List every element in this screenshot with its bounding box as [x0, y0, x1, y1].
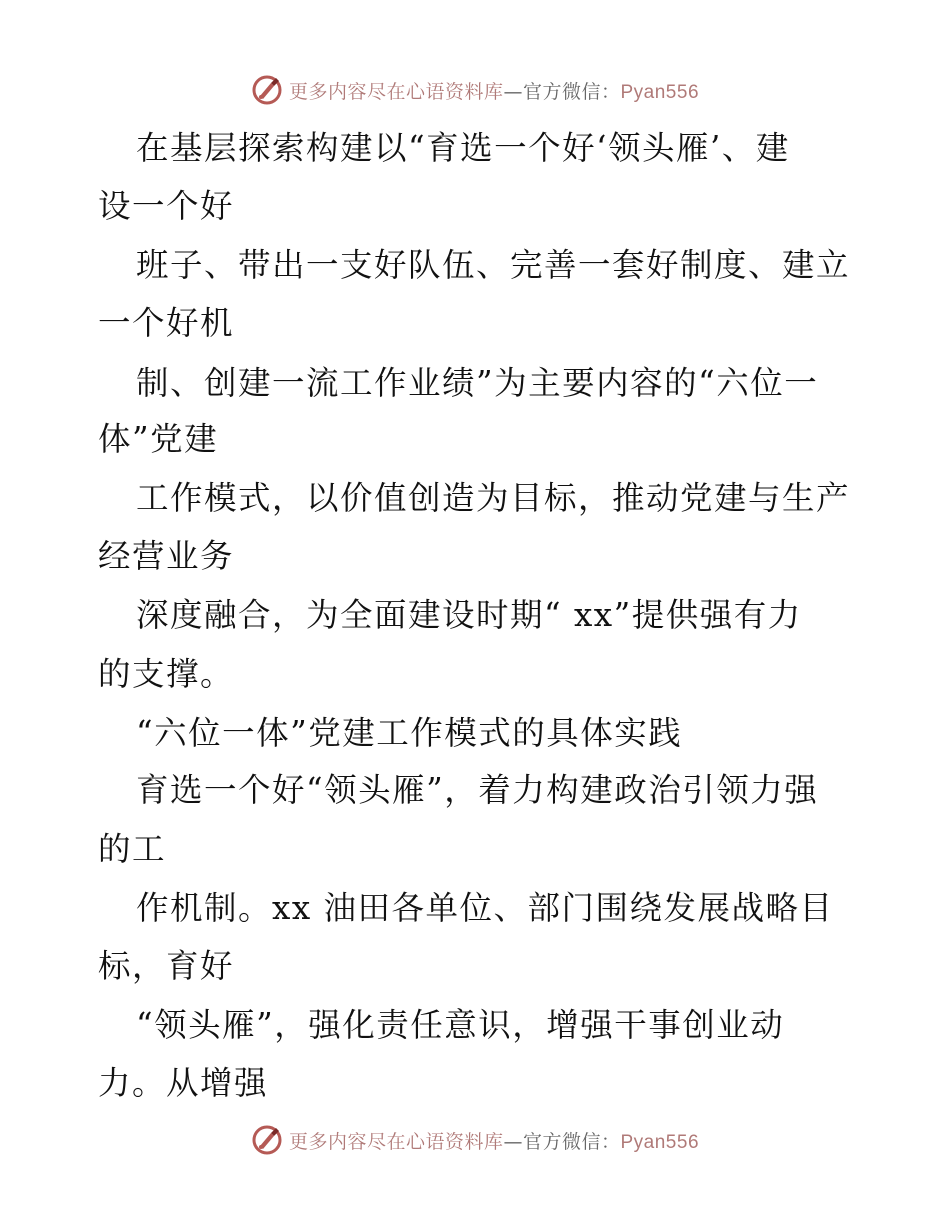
pen-logo-icon [251, 1124, 283, 1156]
section-heading: “六位一体”党建工作模式的具体实践 [136, 714, 683, 752]
text-line: 班子、带出一支好队伍、完善一套好制度、建立 [136, 246, 851, 284]
text-line: 工作模式，以价值创造为目标，推动党建与生产 [136, 479, 851, 517]
text-line: 育选一个好“领头雁”，着力构建政治引领力强 [136, 771, 819, 809]
text-line: 制、创建一流工作业绩”为主要内容的“六位一 [136, 364, 819, 402]
text-line: 作机制。xx 油田各单位、部门围绕发展战略目 [136, 889, 834, 927]
text-line: 一个好机 [98, 304, 235, 342]
text-line: 经营业务 [98, 537, 235, 575]
text-line: 力。从增强 [98, 1064, 269, 1102]
text-line: 深度融合，为全面建设时期“ xx”提供强有力 [136, 596, 802, 634]
text-line: 的工 [98, 830, 167, 868]
footer-watermark [0, 1120, 950, 1160]
text-line: 标，育好 [98, 947, 235, 985]
text-line: 的支撑。 [98, 655, 235, 693]
header-watermark [0, 70, 950, 110]
watermark-text: 更多内容尽在心语资料库—官方微信：Pyan556 [288, 80, 700, 103]
text-line: 在基层探索构建以“育选一个好‘领头雁’、建 [136, 129, 790, 167]
pen-logo-icon [251, 74, 283, 106]
text-line: “领头雁”，强化责任意识，增强干事创业动 [136, 1006, 785, 1044]
text-line: 体”党建 [98, 420, 219, 458]
text-line: 设一个好 [98, 187, 235, 225]
watermark-text: 更多内容尽在心语资料库—官方微信：Pyan556 [288, 1130, 700, 1153]
